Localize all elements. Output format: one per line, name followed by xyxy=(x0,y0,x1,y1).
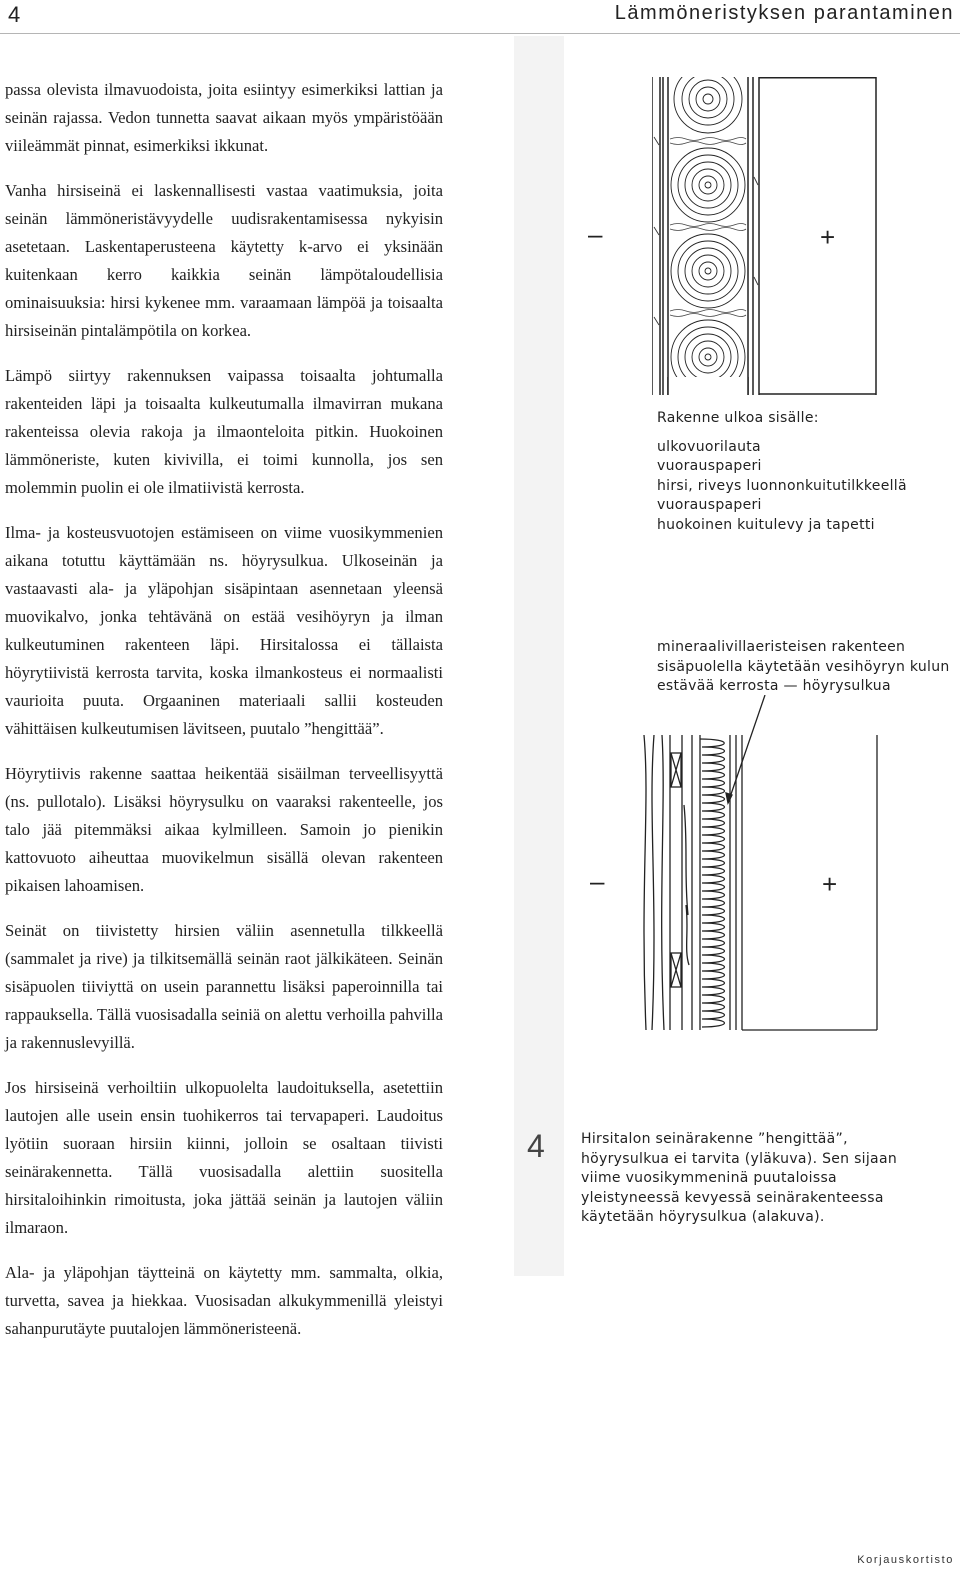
outside-minus-label: – xyxy=(590,866,605,896)
paragraph: Vanha hirsiseinä ei laskennallisesti vastaa vaatimuksia, joita seinän lämmöneristävyydelle uudisrakentamisessa nykyisin asetetaan. Laskentaperusteena käytetty k-arvo ei yksinään kuitenkaan kerro kaikkia seinän lämpötaloudellisia ominaisuuksia: hirsi kykenee mm. varaamaan lämpöä ja toisaalta hirsiseinän pintalämpötila on korkea. xyxy=(5,181,443,340)
figure-caption xyxy=(581,1130,897,1228)
paragraph: Lämpö siirtyy rakennuksen vaipassa toisaalta johtumalla rakenteiden läpi ja toisaalta kulkeutumalla ilmavirran mukana rakenteissa olevia rakoja ja ilmaonteloita pitkin. Huokoinen lämmöneriste, kuten kivivilla, ei toimi kunnolla, jos sen molemmin puolin ei ole ilmatiivistä kerrosta. xyxy=(5,366,443,497)
vapour-barrier-callout xyxy=(657,638,950,697)
legend-item: vuorauspaperi xyxy=(657,497,762,514)
paragraph: Höyrytiivis rakenne saattaa heikentää sisäilman terveellisyyttä (ns. pullotalo). Lisäksi höyrysulku on vaaraksi rakenteelle, jos talo jää pitemmäksi aikaa kylmilleen. Samoin jo pienikin kattovuoto aiheuttaa muovikelmun sisällä olevan rakenteen pikaisen lahoamisen. xyxy=(5,764,443,895)
figure-number: 4 xyxy=(527,1128,545,1164)
insulated-wall-section-diagram xyxy=(640,695,885,1035)
inside-plus-label: + xyxy=(822,869,838,899)
caption-line: yleistyneessä kevyessä seinärakenteessa xyxy=(581,1189,884,1206)
callout-line: sisäpuolella käytetään vesihöyryn kulun xyxy=(657,658,950,675)
paragraph: passa olevista ilmavuodoista, joita esiintyy esimerkiksi lattian ja seinän rajassa. Vedon tunnetta saavat aikaan myös ympäristöään viileämmät pinnat, esimerkiksi ikkunat. xyxy=(5,80,443,155)
header-divider xyxy=(0,33,960,34)
callout-line: mineraalivillaeristeisen rakenteen xyxy=(657,639,906,655)
body-text-column xyxy=(5,76,443,1343)
caption-line: Hirsitalon seinärakenne ”hengittää”, xyxy=(581,1131,848,1147)
paragraph: Jos hirsiseinä verhoiltiin ulkopuolelta laudoituksella, asetettiin lautojen alle usein ensin tuohikerros tai tervapaperi. Laudoitus lyötiin suoraan hirsiin kiinni, jolloin se osaltaan tiivisti seinärakennetta. Tällä vuosisadalla alettiin suositella hirsitaloihinkin rimoitusta, joka jättää seinän ja lautojen väliin ilmaraon. xyxy=(5,1078,443,1237)
inside-plus-label: + xyxy=(820,222,836,252)
paragraph: Ilma- ja kosteusvuotojen estämiseen on viime vuosikymmenien aikana totuttu käyttämään ns. höyrysulkua. Ulkoseinän ja vastaavasti ala- ja yläpohjan sisäpintaan asennetaan yleensä muovikalvo, jonka tehtävänä on estää vesihöyryn ja ilman kulkeutuminen rakenteen läpi. Hirsitalossa ei tällaista höyrytiivistä kerrosta tarvita, koska ilmankosteus ei normaalisti vaurioita puuta. Orgaaninen materiaali sallii kosteuden vähittäisen kulkeutumisen lävitseen, puutalo ”hengittää”. xyxy=(5,523,443,738)
page-header-title: Lämmöneristyksen parantaminen xyxy=(614,2,954,24)
log-wall-section-diagram xyxy=(652,77,880,395)
caption-line: viime vuosikymmeninä puutaloissa xyxy=(581,1170,837,1187)
callout-line: estävää kerrosta — höyrysulkua xyxy=(657,678,891,695)
paragraph: Seinät on tiivistetty hirsien väliin asennetulla tilkkeellä (sammalet ja rive) ja tilkitsemällä seinän raot jälkikäteen. Seinän sisäpuolen tiiviyttä on usein parannettu lisäksi paperoinnilla tai rappauksella. Tällä vuosisadalla seiniä on alettu verhoilla pahvilla ja rakennuslevyillä. xyxy=(5,921,443,1052)
caption-line: höyrysulkua ei tarvita (yläkuva). Sen sijaan xyxy=(581,1150,897,1167)
legend-item: hirsi, riveys luonnonkuitutilkkeellä xyxy=(657,477,907,494)
page-number: 4 xyxy=(8,2,21,27)
outside-minus-label: – xyxy=(588,219,603,249)
legend-item: ulkovuorilauta xyxy=(657,438,761,455)
legend-item: huokoinen kuitulevy ja tapetti xyxy=(657,516,875,533)
upper-figure-legend xyxy=(657,409,907,536)
legend-heading: Rakenne ulkoa sisälle: xyxy=(657,410,819,426)
legend-item: vuorauspaperi xyxy=(657,458,762,475)
caption-line: käytetään höyrysulkua (alakuva). xyxy=(581,1209,825,1226)
figure-side-panel xyxy=(514,36,564,1276)
paragraph: Ala- ja yläpohjan täytteinä on käytetty mm. sammalta, olkia, turvetta, savea ja hiekkaa. Vuosisadan alkukymmenillä yleistyi sahanpurutäyte puutalojen lämmöneristeenä. xyxy=(5,1263,443,1338)
page-footer: Korjauskortisto xyxy=(857,1554,954,1566)
